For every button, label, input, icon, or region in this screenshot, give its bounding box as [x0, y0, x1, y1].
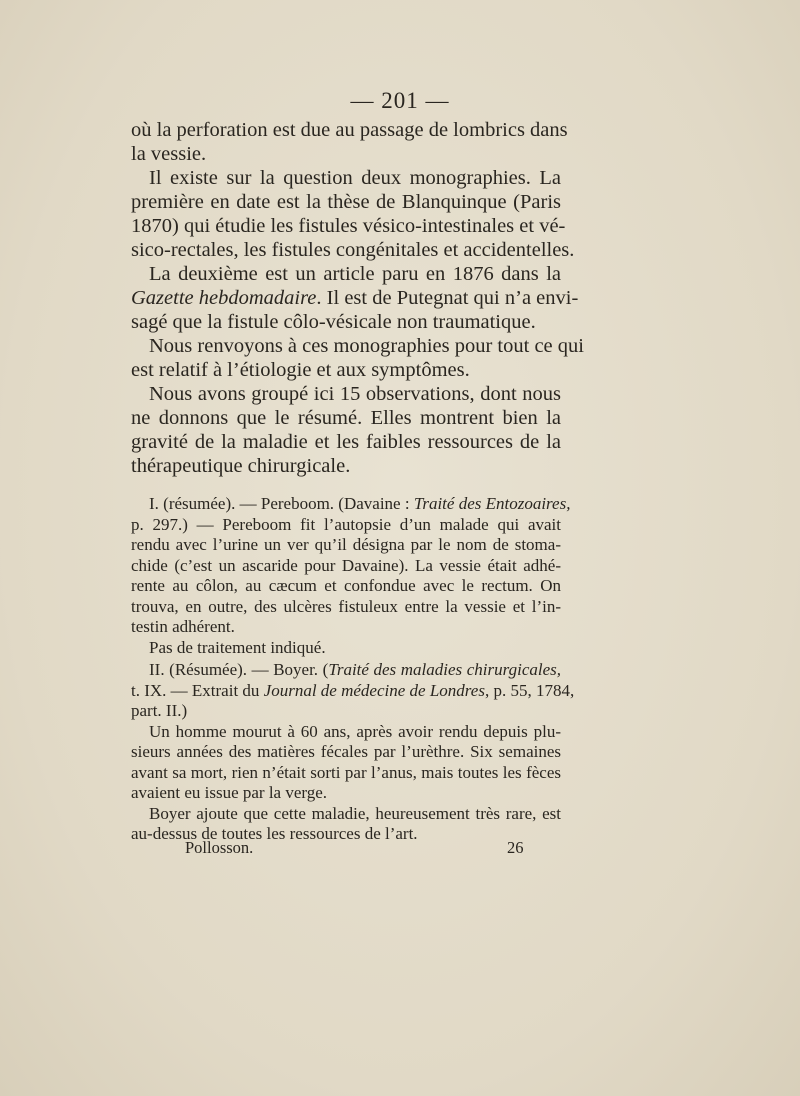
text-line: la vessie. [131, 143, 207, 165]
text-line: Nous renvoyons à ces monographies pour tout ce qui [149, 335, 584, 357]
journal-title: Journal de médecine de Londres [263, 680, 485, 700]
text-line: sico-rectales, les fistules congénitales et accidentelles. [131, 239, 575, 261]
author-name: Pollosson. [185, 838, 254, 857]
text-fragment: I. (résumée). — Pereboom. (Davaine : [149, 494, 414, 513]
observation-2 [131, 660, 575, 845]
text-line: testin adhérent. [131, 617, 235, 636]
text-line [131, 660, 561, 681]
text-line: sieurs années des matières fécales par l’urèthre. Six semaines [131, 742, 561, 761]
observation-1-text [131, 494, 571, 638]
observation-2-heading [131, 660, 575, 722]
paragraph-5 [131, 382, 561, 478]
observation-1-note [131, 638, 561, 659]
text-line: est relatif à l’étiologie et aux symptômes. [131, 359, 470, 381]
text-line: ne donnons que le résumé. Elles montrent bien la [131, 407, 561, 429]
text-line [131, 286, 579, 310]
text-line: Un homme mourut à 60 ans, après avoir rendu depuis plu- [149, 721, 561, 741]
text-line: p. 297.) — Pereboom fit l’autopsie d’un malade qui avait [131, 514, 561, 534]
text-line: thérapeutique chirurgicale. [131, 455, 351, 477]
main-text [131, 118, 584, 478]
text-line: au-dessus de toutes les ressources de l’art. [131, 824, 418, 843]
journal-title: Gazette hebdomadaire [131, 287, 317, 309]
text-line [131, 680, 575, 702]
text-line: gravité de la maladie et les faibles ressources de la [131, 431, 561, 453]
text-line: première en date est la thèse de Blanquinque (Paris [131, 191, 561, 213]
paragraph-1 [131, 118, 568, 166]
text-fragment: t. IX. — Extrait du [131, 680, 264, 700]
text-fragment: , p. 55, 1784, [484, 680, 575, 700]
text-line [131, 494, 571, 515]
observation-1 [131, 494, 571, 658]
paragraph-3 [131, 262, 579, 334]
text-line: sagé que la fistule côlo-vésicale non traumatique. [131, 311, 536, 333]
signature-mark: 26 [507, 838, 524, 857]
text-line: chide (c’est un ascaride pour Davaine). La vessie était adhé- [131, 555, 561, 575]
paragraph-2 [131, 166, 575, 262]
text-line: 1870) qui étudie les fistules vésico-intestinales et vé- [131, 215, 566, 237]
text-line: rendu avec l’urine un ver qu’il désigna par le nom de stoma- [131, 535, 561, 554]
text-line: avant sa mort, rien n’était sorti par l’anus, mais toutes les fèces [131, 762, 561, 782]
text-line: Nous avons groupé ici 15 observations, dont nous [149, 383, 561, 405]
text-line: où la perforation est due au passage de lombrics dans [131, 119, 568, 141]
text-line: part. II.) [131, 701, 188, 720]
observation-2-body [131, 722, 561, 804]
text-line: avaient eu issue par la verge. [131, 783, 328, 802]
text-line: Pas de traitement indiqué. [149, 637, 326, 657]
text-fragment: . Il est de Putegnat qui n’a envi- [316, 287, 579, 309]
book-title: Traité des maladies chirurgicales, [328, 660, 561, 679]
text-line: rente au côlon, au cæcum et confondue avec le rectum. On [131, 576, 561, 595]
text-fragment: II. (Résumée). — Boyer. ( [149, 660, 329, 679]
book-title: Traité des Entozoaires, [413, 494, 571, 513]
text-line: Il existe sur la question deux monographies. La [149, 167, 561, 189]
text-line: La deuxième est un article paru en 1876 dans la [149, 263, 561, 285]
text-line: Boyer ajoute que cette maladie, heureusement très rare, est [149, 803, 561, 823]
text-line: trouva, en outre, des ulcères fistuleux entre la vessie et l’in- [131, 596, 561, 616]
page-number: — 201 — [350, 88, 450, 113]
paragraph-4 [131, 334, 584, 382]
